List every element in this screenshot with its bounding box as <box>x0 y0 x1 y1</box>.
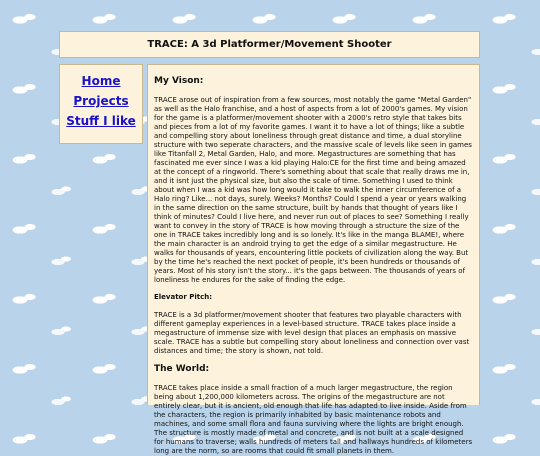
nav-link-home[interactable]: Home <box>81 74 121 88</box>
pitch-heading: Elevator Pitch: <box>154 293 213 301</box>
page-header <box>59 31 480 58</box>
pitch-paragraph: TRACE is a 3d platformer/movement shooter that features two playable characters with different gameplay experiences in a level-based structure. TRACE takes place inside a megastructure of immense size with level design that places an emphasis on massive scale. TRACE has a subtle but compelling story about loneliness and connection over vast distances and time; the story is shown, not told. <box>154 311 470 355</box>
main-content <box>147 64 480 455</box>
page-title: TRACE: A 3d Platformer/Movement Shooter <box>147 39 392 50</box>
world-paragraph: TRACE takes place inside a small fraction of a much larger megastructure, the region being about 1,200,000 kilometers across. The origins of the megastructure are not entirely clear, but it is ancient, old enough that life has adapted to live inside. Aside from the characters, the region is primarily inhabited by basic maintenance robots and machines, and some small flora and fauna surviving where the lights are bright enough. The structure is mostly made of metal and concrete, and is not built at a scale designed for humans to traverse; walls hundreds of meters tall and hallways hundreds of kilometers long are the norm, so are rooms that could fit small planets in them. <box>154 384 473 455</box>
world-heading: The World: <box>154 364 210 374</box>
nav-link-projects[interactable]: Projects <box>73 94 129 108</box>
nav-link-stuff-i-like[interactable]: Stuff I like <box>66 114 136 128</box>
nav-panel <box>59 64 143 144</box>
vision-heading: My Vison: <box>154 76 204 86</box>
vision-paragraph: TRACE arose out of inspiration from a few sources, most notably the game "Metal Garden" as well as the Halo franchise, and a host of aspects from a lot of 2000's games. My vision for the game is a platformer/movement shooter with a 2000's retro style that takes bits and pieces from a lot of my favorite games. I want it to have a lot of things; like a subtle and compelling story about loneliness through great distance and time, a dual storyline structure with two seperate characters, and the massive scale of levels like seen in games like Titanfall 2, Metal Garden, Halo, and more. Megastructures are something that has fascinated me ever since I was a kid playing Halo:CE for the first time and being amazed at the concept of a ringworld. There's something about that scale that really draws me in, and it isnt just the physical size, but also the scale of time. Something I used to think about when I was a kid was how long would it take to walk the inner circumference of a Halo ring? Like... not days, surely. Weeks? Months? Could I spend a year or years walking in the same direction on the same structure, built by hands that thought of years like I think of minutes? Could I live here, and never run out of places to see? Something I really want to convey in the story of TRACE is how moving through a structure the size of the one in TRACE takes incredibly long and is so lonely. It's like in the manga BLAME!, where the main character is an android trying to get the edge of a similar megastructure. He walks for thousands of years, encountering little pockets of civilization along the way. But by the time he's reached the next pocket of people, it's been hundreds or thousands of years. Most of his story isn't the story... it's the gaps between. The thousands of years of loneliness he endures for the sake of finding the edge. <box>154 96 472 284</box>
